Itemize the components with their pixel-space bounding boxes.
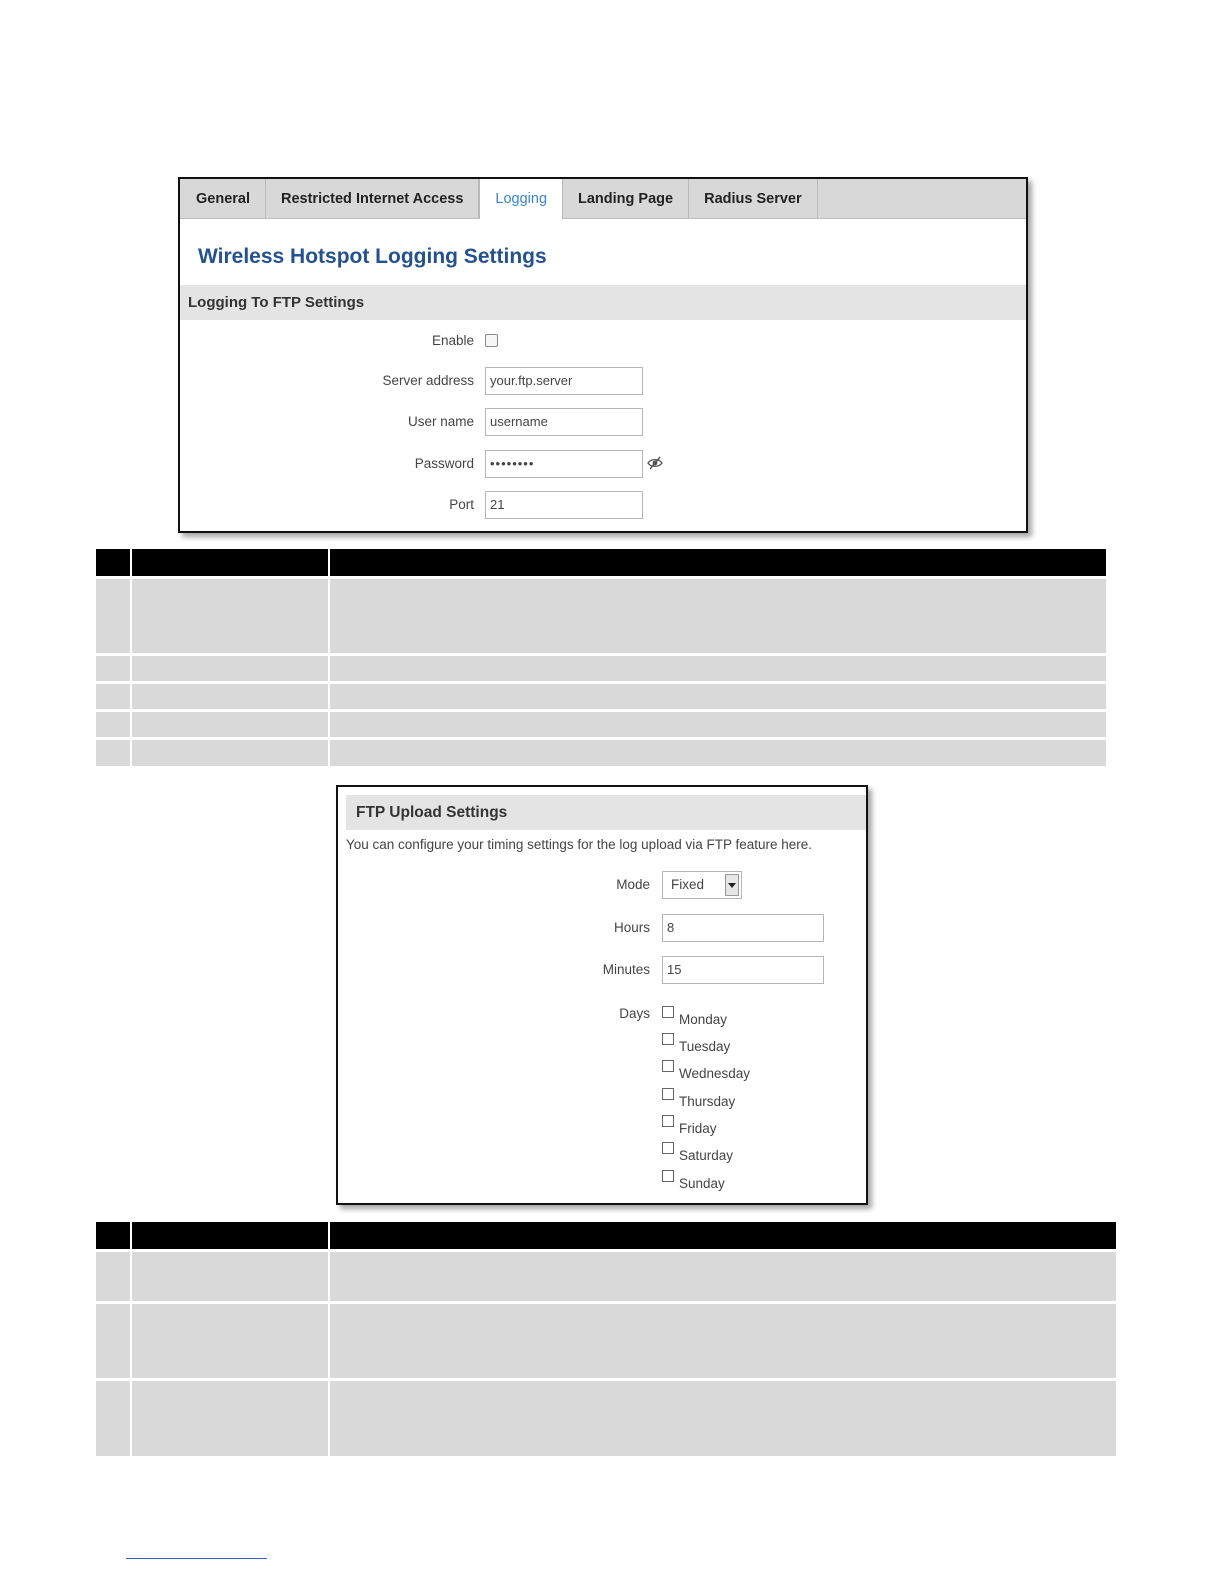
tuesday-checkbox[interactable] bbox=[662, 1033, 674, 1045]
table-header-row bbox=[96, 1222, 1116, 1249]
minutes-row bbox=[338, 956, 866, 984]
section-description: You can configure your timing settings for the log upload via FTP feature here. bbox=[346, 837, 813, 852]
show-password-eye-icon[interactable] bbox=[647, 455, 663, 471]
table-row bbox=[96, 656, 1106, 681]
user-name-input[interactable]: username bbox=[485, 408, 643, 436]
day-label: Wednesday bbox=[679, 1066, 751, 1081]
table-cell bbox=[330, 740, 1106, 766]
table-cell bbox=[96, 740, 130, 766]
parameters-table-1 bbox=[96, 549, 1106, 766]
tab-bar bbox=[180, 179, 1026, 219]
day-label: Monday bbox=[679, 1012, 728, 1027]
table-header-cell bbox=[132, 1222, 328, 1249]
table-cell bbox=[330, 1381, 1116, 1456]
user-name-label: User name bbox=[407, 414, 474, 429]
hours-row bbox=[338, 914, 866, 942]
table-cell bbox=[330, 656, 1106, 681]
mode-label: Mode bbox=[616, 877, 650, 892]
enable-row bbox=[180, 327, 1026, 355]
enable-checkbox[interactable] bbox=[485, 334, 498, 347]
monday-checkbox[interactable] bbox=[662, 1006, 674, 1018]
day-label: Saturday bbox=[679, 1148, 734, 1163]
table-cell bbox=[132, 684, 328, 709]
table-header-cell bbox=[330, 1222, 1116, 1249]
port-row bbox=[180, 491, 1026, 519]
saturday-checkbox[interactable] bbox=[662, 1142, 674, 1154]
table-cell bbox=[132, 1381, 328, 1456]
table-cell bbox=[132, 656, 328, 681]
password-row bbox=[180, 450, 1026, 478]
day-label: Sunday bbox=[679, 1176, 725, 1191]
server-address-label: Server address bbox=[382, 373, 474, 388]
days-row bbox=[338, 1000, 866, 1028]
table-cell bbox=[330, 712, 1106, 737]
tab-radius-server[interactable]: Radius Server bbox=[689, 179, 818, 218]
table-header-cell bbox=[132, 549, 328, 576]
table-row bbox=[96, 1304, 1116, 1378]
table-cell bbox=[132, 1304, 328, 1378]
tab-landing-page[interactable]: Landing Page bbox=[563, 179, 689, 218]
table-row bbox=[96, 684, 1106, 709]
minutes-input[interactable]: 15 bbox=[662, 956, 824, 984]
table-header-cell bbox=[330, 549, 1106, 576]
mode-selected-value: Fixed bbox=[671, 877, 705, 892]
table-row bbox=[96, 712, 1106, 737]
parameters-table-2 bbox=[96, 1222, 1116, 1456]
days-label: Days bbox=[619, 1006, 650, 1021]
sunday-checkbox[interactable] bbox=[662, 1170, 674, 1182]
table-cell bbox=[132, 1252, 328, 1301]
hours-input[interactable]: 8 bbox=[662, 914, 824, 942]
table-cell bbox=[132, 579, 328, 653]
server-address-input[interactable]: your.ftp.server bbox=[485, 367, 643, 395]
mode-select[interactable] bbox=[662, 871, 742, 899]
table-cell bbox=[96, 712, 130, 737]
table-cell bbox=[96, 1381, 130, 1456]
day-label: Thursday bbox=[679, 1094, 736, 1109]
password-label: Password bbox=[414, 456, 474, 471]
footnote-divider bbox=[126, 1558, 267, 1559]
tab-restricted-internet-access[interactable]: Restricted Internet Access bbox=[266, 179, 479, 218]
table-row bbox=[96, 1252, 1116, 1301]
user-name-row bbox=[180, 408, 1026, 436]
mode-row bbox=[338, 871, 866, 899]
password-input[interactable]: •••••••• bbox=[485, 450, 643, 478]
thursday-checkbox[interactable] bbox=[662, 1088, 674, 1100]
table-header-cell bbox=[96, 1222, 130, 1249]
section-header-ftp-upload: FTP Upload Settings bbox=[346, 795, 866, 830]
logging-settings-panel bbox=[178, 177, 1028, 533]
enable-label: Enable bbox=[431, 333, 474, 348]
tab-general[interactable]: General bbox=[181, 179, 266, 218]
page-title: Wireless Hotspot Logging Settings bbox=[198, 245, 547, 268]
table-cell bbox=[96, 684, 130, 709]
table-cell bbox=[96, 1252, 130, 1301]
dropdown-arrow-icon[interactable] bbox=[725, 874, 739, 896]
port-label: Port bbox=[449, 497, 474, 512]
table-cell bbox=[96, 1304, 130, 1378]
table-row bbox=[96, 1381, 1116, 1456]
section-header-ftp-logging: Logging To FTP Settings bbox=[180, 285, 1026, 320]
wednesday-checkbox[interactable] bbox=[662, 1060, 674, 1072]
table-cell bbox=[96, 656, 130, 681]
table-cell bbox=[330, 579, 1106, 653]
table-row bbox=[96, 740, 1106, 766]
minutes-label: Minutes bbox=[602, 962, 650, 977]
day-label: Tuesday bbox=[679, 1039, 731, 1054]
port-input[interactable]: 21 bbox=[485, 491, 643, 519]
table-header-cell bbox=[96, 549, 130, 576]
table-header-row bbox=[96, 549, 1106, 576]
table-cell bbox=[96, 579, 130, 653]
ftp-upload-settings-panel bbox=[336, 785, 868, 1205]
friday-checkbox[interactable] bbox=[662, 1115, 674, 1127]
table-cell bbox=[330, 684, 1106, 709]
tab-logging[interactable]: Logging bbox=[479, 179, 563, 219]
table-cell bbox=[132, 712, 328, 737]
hours-label: Hours bbox=[613, 920, 650, 935]
table-cell bbox=[132, 740, 328, 766]
table-cell bbox=[330, 1304, 1116, 1378]
table-row bbox=[96, 579, 1106, 653]
table-cell bbox=[330, 1252, 1116, 1301]
server-address-row bbox=[180, 367, 1026, 395]
day-label: Friday bbox=[679, 1121, 717, 1136]
